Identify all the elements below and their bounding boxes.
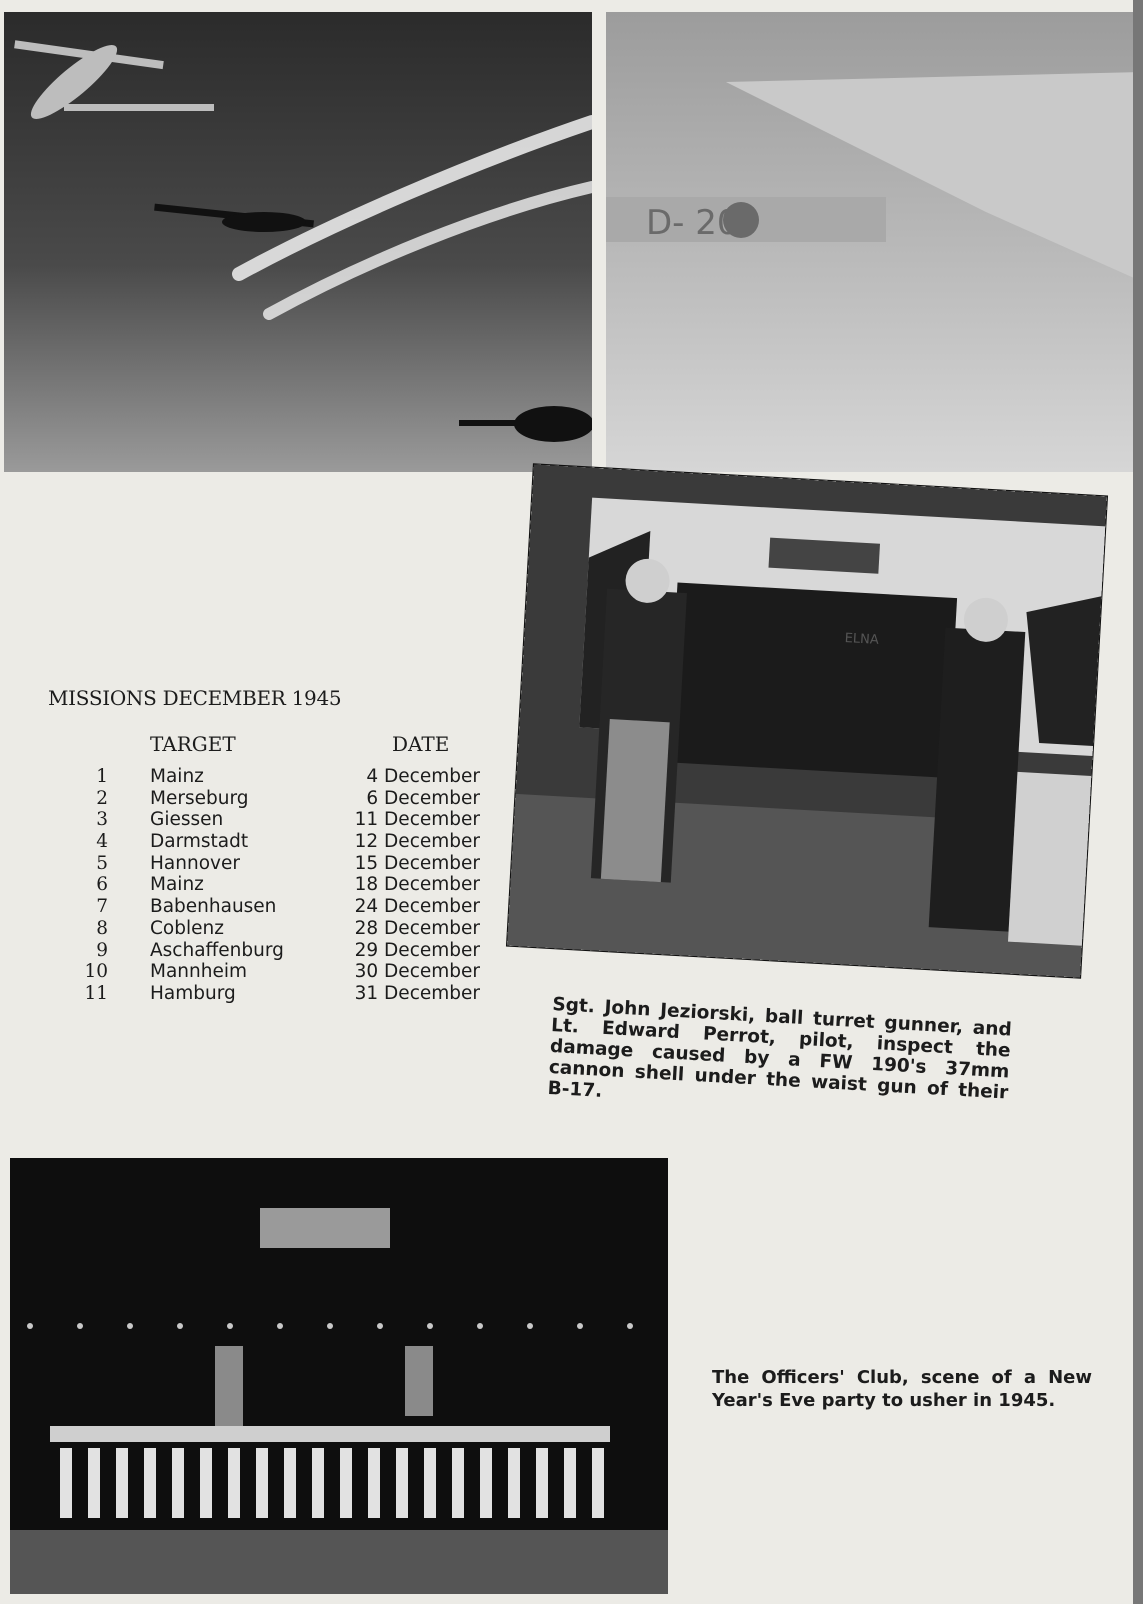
mission-date: 30 December [354, 961, 480, 983]
mission-row [40, 940, 480, 962]
mission-number: 11 [84, 982, 108, 1004]
mission-row [40, 874, 480, 896]
mission-number: 7 [96, 896, 108, 918]
mission-target: Mainz [150, 874, 204, 896]
mission-target: Giessen [150, 809, 224, 831]
mission-number: 8 [96, 917, 108, 939]
mission-date: 15 December [354, 852, 480, 874]
mission-target: Darmstadt [150, 831, 249, 853]
missions-list [40, 766, 480, 1005]
mission-row [40, 766, 480, 788]
page-edge [1133, 0, 1143, 1604]
mission-date: 29 December [354, 939, 480, 961]
mission-date: 4 December [366, 766, 480, 787]
mission-target: Mainz [150, 766, 204, 787]
mission-date: 12 December [354, 831, 480, 853]
date-column-header: DATE [392, 732, 450, 756]
mission-date: 18 December [354, 874, 480, 896]
mission-number: 4 [96, 831, 108, 853]
mission-date: 11 December [354, 809, 480, 831]
mission-row [40, 918, 480, 940]
mission-target: Hannover [150, 852, 240, 874]
mission-date: 31 December [354, 982, 480, 1004]
mission-row [40, 809, 480, 831]
mission-number: 1 [96, 766, 108, 787]
photo-bombers-contrails [4, 12, 592, 472]
photo-b17-wing [606, 12, 1143, 472]
target-column-header: TARGET [150, 732, 236, 756]
mission-row [40, 961, 480, 983]
mission-target: Hamburg [150, 982, 236, 1004]
mission-target: Mannheim [150, 961, 248, 983]
mission-date: 6 December [366, 787, 480, 809]
mission-number: 3 [96, 809, 108, 831]
photo-crew-inspecting-damage [507, 464, 1107, 977]
missions-title: MISSIONS DECEMBER 1945 [48, 686, 342, 710]
fuselage-marking: D- 20 [646, 203, 739, 243]
mission-target: Coblenz [150, 917, 224, 939]
mission-date: 28 December [354, 917, 480, 939]
mission-number: 2 [96, 787, 108, 809]
mission-date: 24 December [354, 896, 480, 918]
mission-number: 5 [96, 852, 108, 874]
mission-number: 9 [96, 939, 108, 961]
crew-photo-caption: Sgt. John Jeziorski, ball turret gunner, and Lt. Edward Perrot, pilot, inspect the damage caused by a FW 190's 37mm cannon shell under the waist gun of their B-17. [547, 994, 1013, 1104]
mission-number: 6 [96, 874, 108, 896]
club-photo-caption: The Officers' Club, scene of a New Year's Eve party to usher in 1945. [712, 1367, 1092, 1411]
mission-target: Aschaffenburg [150, 939, 284, 961]
mission-row [40, 788, 480, 810]
mission-row [40, 983, 480, 1005]
mission-row [40, 853, 480, 875]
photo-officers-club [10, 1158, 668, 1594]
mission-number: 10 [84, 961, 108, 983]
mission-target: Babenhausen [150, 896, 277, 918]
mission-row [40, 831, 480, 853]
mission-row [40, 896, 480, 918]
aircraft-name-marking: ELNA [844, 630, 880, 648]
mission-target: Merseburg [150, 787, 249, 809]
